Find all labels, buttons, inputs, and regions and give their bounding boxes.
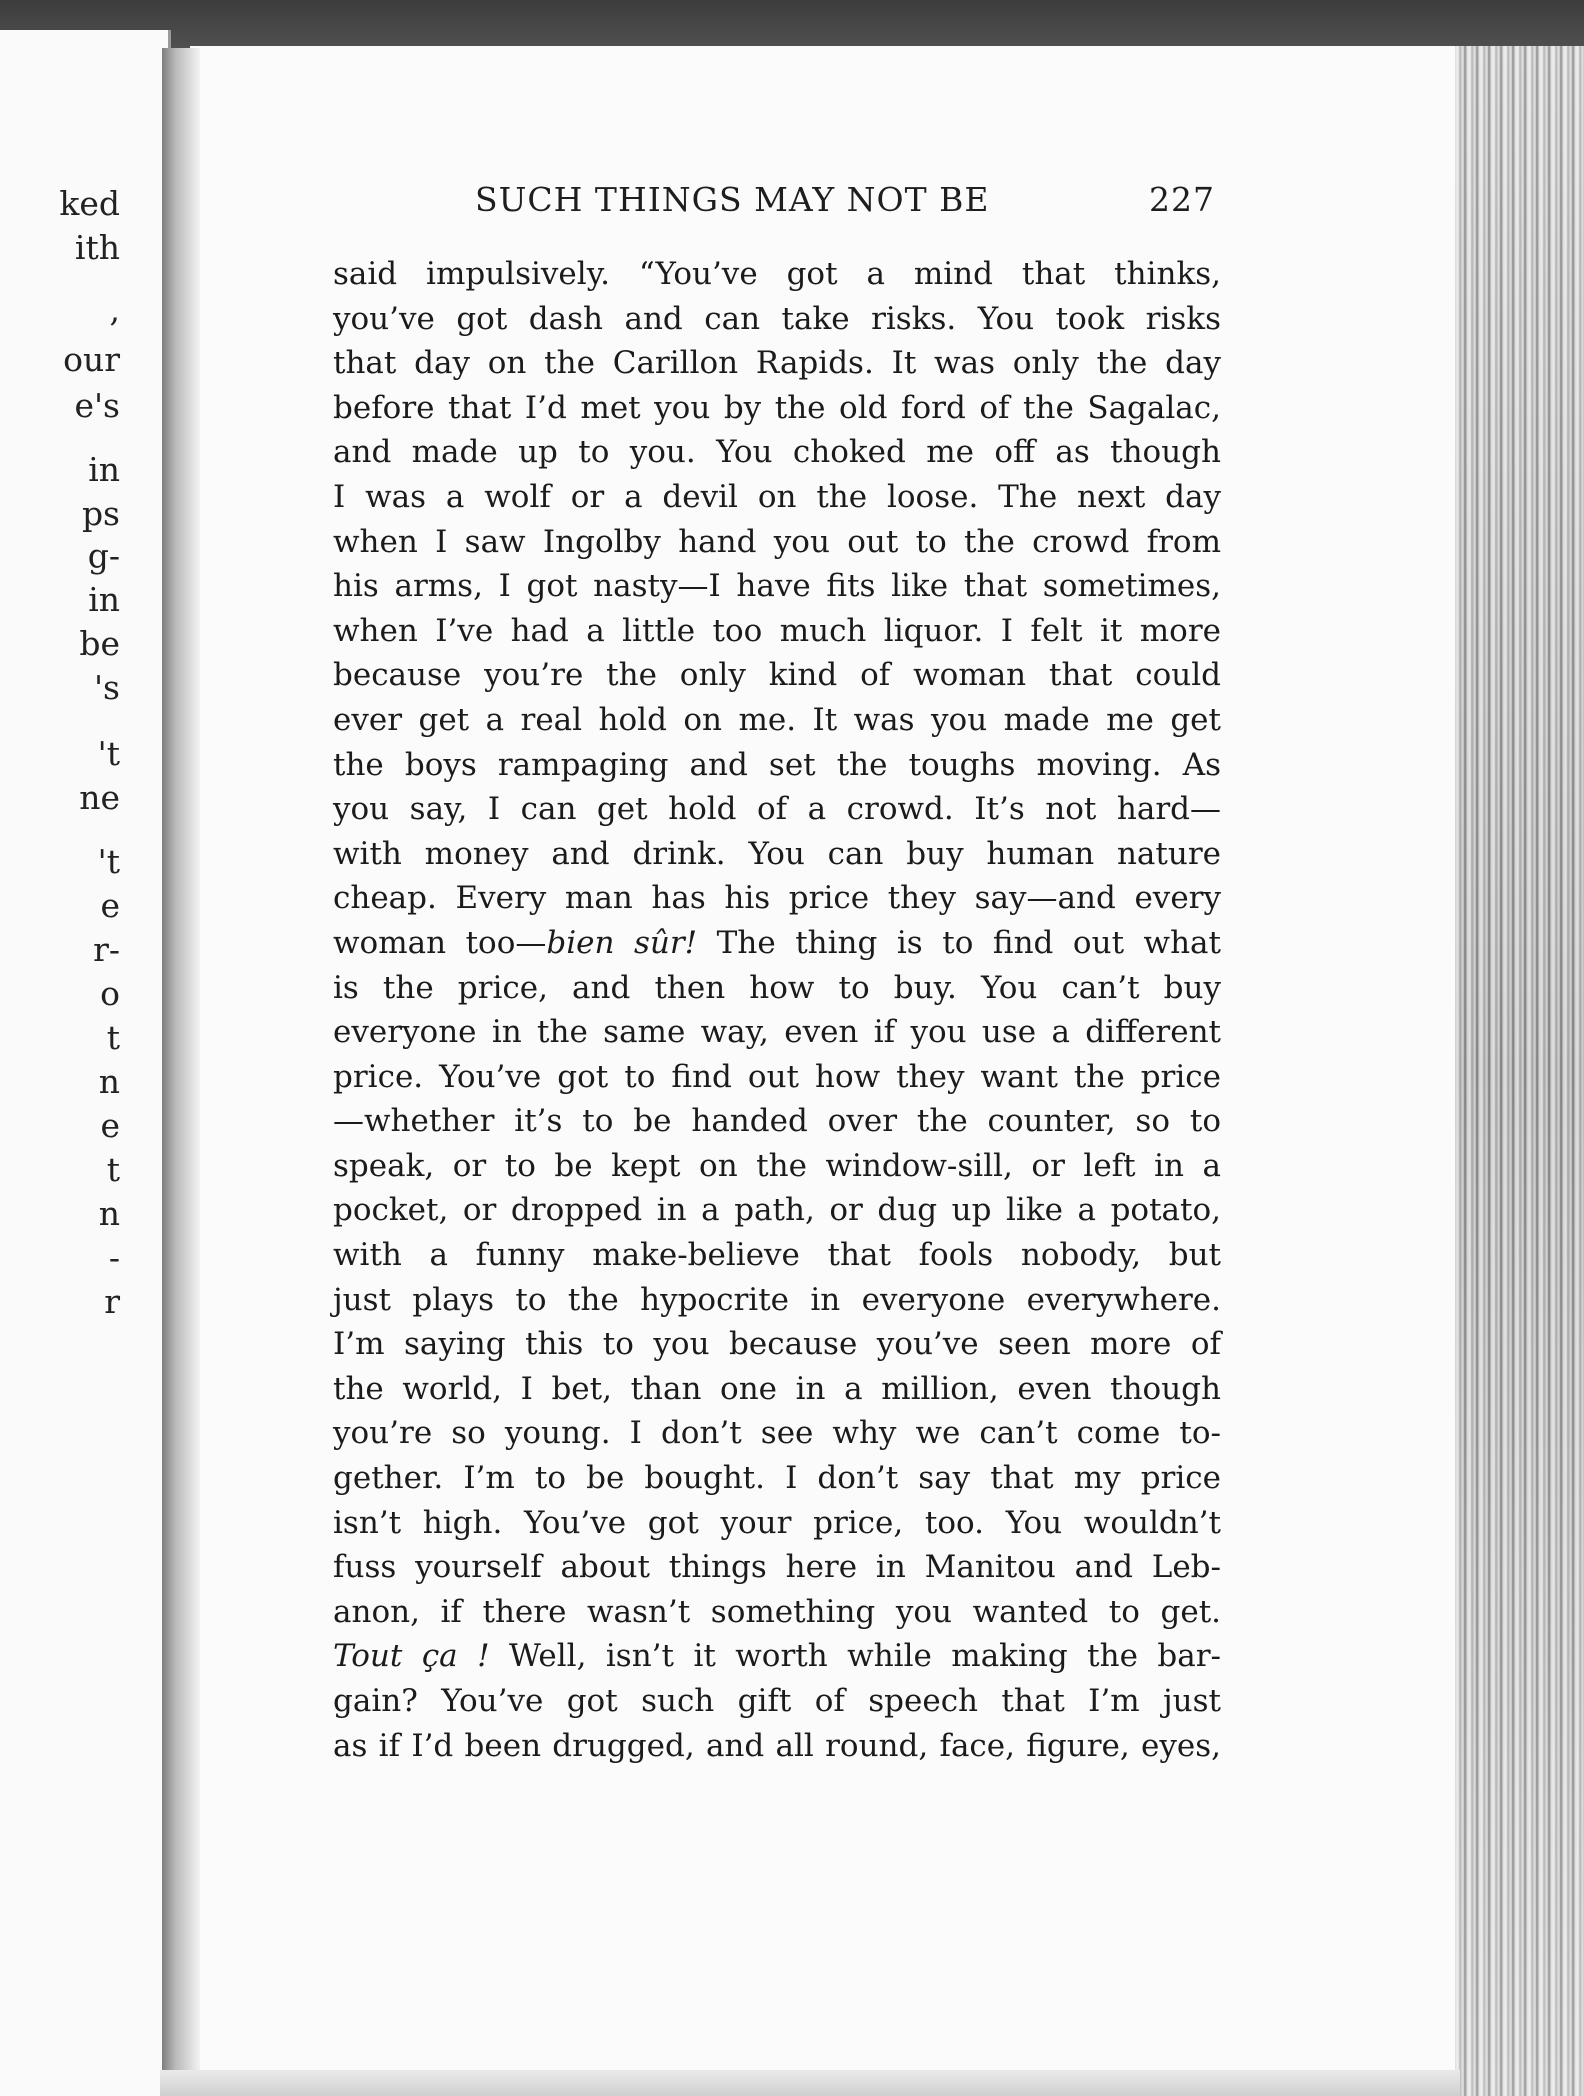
left-facing-page [0,30,171,2096]
text-line: his arms, I got nasty—I have fits like that sometimes, [333,568,1221,605]
left-page-fragment: in [88,450,120,489]
left-page-fragment: 't [97,842,120,881]
body-text [333,252,1221,1768]
text-line: with money and drink. You can buy human nature [333,835,1221,872]
text-line: that day on the Carillon Rapids. It was only the day [333,345,1221,382]
text-line: everyone in the same way, even if you use a different [333,1014,1221,1051]
left-page-fragment: e [100,1106,120,1145]
left-page-fragment: g- [87,536,120,575]
italic-phrase: Tout ça ! [333,1638,490,1675]
left-page-fragment: e's [74,386,120,425]
page-bottom-edge [160,2070,1460,2096]
text-line: you’re so young. I don’t see why we can’t come to- [333,1415,1221,1452]
text-line: and made up to you. You choked me off as though [333,434,1221,471]
text-line: because you’re the only kind of woman that could [333,657,1221,694]
text-line: gether. I’m to be bought. I don’t say that my price [333,1460,1221,1497]
text-line: is the price, and then how to buy. You can’t buy [333,969,1221,1006]
text-line: said impulsively. “You’ve got a mind that thinks, [333,256,1221,292]
left-page-fragment: in [88,580,120,619]
left-page-fragment: n [98,1062,120,1101]
text-line: before that I’d met you by the old ford of the Sagalac, [333,389,1221,426]
text-line: with a funny make-believe that fools nobody, but [333,1237,1221,1274]
text-line: ever get a real hold on me. It was you made me get [333,701,1221,738]
text-line: anon, if there wasn’t something you wanted to get. [333,1593,1221,1630]
left-page-fragment: e [100,886,120,925]
text-line: isn’t high. You’ve got your price, too. You wouldn’t [333,1504,1221,1541]
text-line: as if I’d been drugged, and all round, face, figure, eyes, [333,1727,1221,1764]
text-line: you’ve got dash and can take risks. You took risks [333,300,1221,337]
text-line [333,921,1221,966]
left-page-fragment: t [106,1018,120,1057]
text-line: cheap. Every man has his price they say—and every [333,880,1221,917]
text-line: when I’ve had a little too much liquor. I felt it more [333,612,1221,649]
text-line: speak, or to be kept on the window-sill, or left in a [333,1147,1221,1184]
text-run: The thing is to find out what [697,924,1221,961]
left-page-fragment: r [104,1282,120,1321]
text-line: the world, I bet, than one in a million, even though [333,1370,1221,1407]
text-line: the boys rampaging and set the toughs moving. As [333,746,1221,783]
left-page-fragment: - [108,1238,120,1277]
text-line: when I saw Ingolby hand you out to the crowd from [333,523,1221,560]
text-line: just plays to the hypocrite in everyone everywhere. [333,1281,1221,1318]
text-line: pocket, or dropped in a path, or dug up like a potato, [333,1192,1221,1229]
left-page-fragment: ne [79,778,120,817]
left-page-fragment: ps [81,494,120,533]
text-line: fuss yourself about things here in Manitou and Leb- [333,1549,1221,1586]
text-run: Well, isn’t it worth while making the bar- [489,1638,1222,1675]
left-page-fragment: r- [93,930,120,969]
italic-phrase: bien sûr! [546,924,698,961]
text-line [333,1634,1221,1679]
text-line: I was a wolf or a devil on the loose. The next day [333,478,1221,515]
text-line: gain? You’ve got such gift of speech that I’m just [333,1683,1221,1719]
left-page-fragment: , [109,290,120,329]
running-title: SUCH THINGS MAY NOT BE [475,180,990,219]
left-page-fragment: o [100,974,120,1013]
text-line: you say, I can get hold of a crowd. It’s not hard— [333,791,1221,828]
text-run: woman too— [333,924,547,961]
text-line: I’m saying this to you because you’ve seen more of [333,1326,1221,1363]
page-number: 227 [1149,180,1215,219]
left-page-fragment: ked [59,184,120,223]
left-page-fragment: 's [93,668,120,707]
text-line: —whether it’s to be handed over the counter, so to [333,1103,1221,1140]
left-page-fragment: ith [74,228,120,267]
left-page-fragment: be [79,624,120,663]
left-page-fragment: t [106,1150,120,1189]
left-page-fragment: 't [97,734,120,773]
left-page-fragment: our [63,340,120,379]
left-page-fragment: n [98,1194,120,1233]
page-edges [1455,46,1584,2096]
text-line: price. You’ve got to find out how they want the price [333,1058,1221,1095]
running-header [475,180,1215,230]
page-gutter [162,48,200,2078]
